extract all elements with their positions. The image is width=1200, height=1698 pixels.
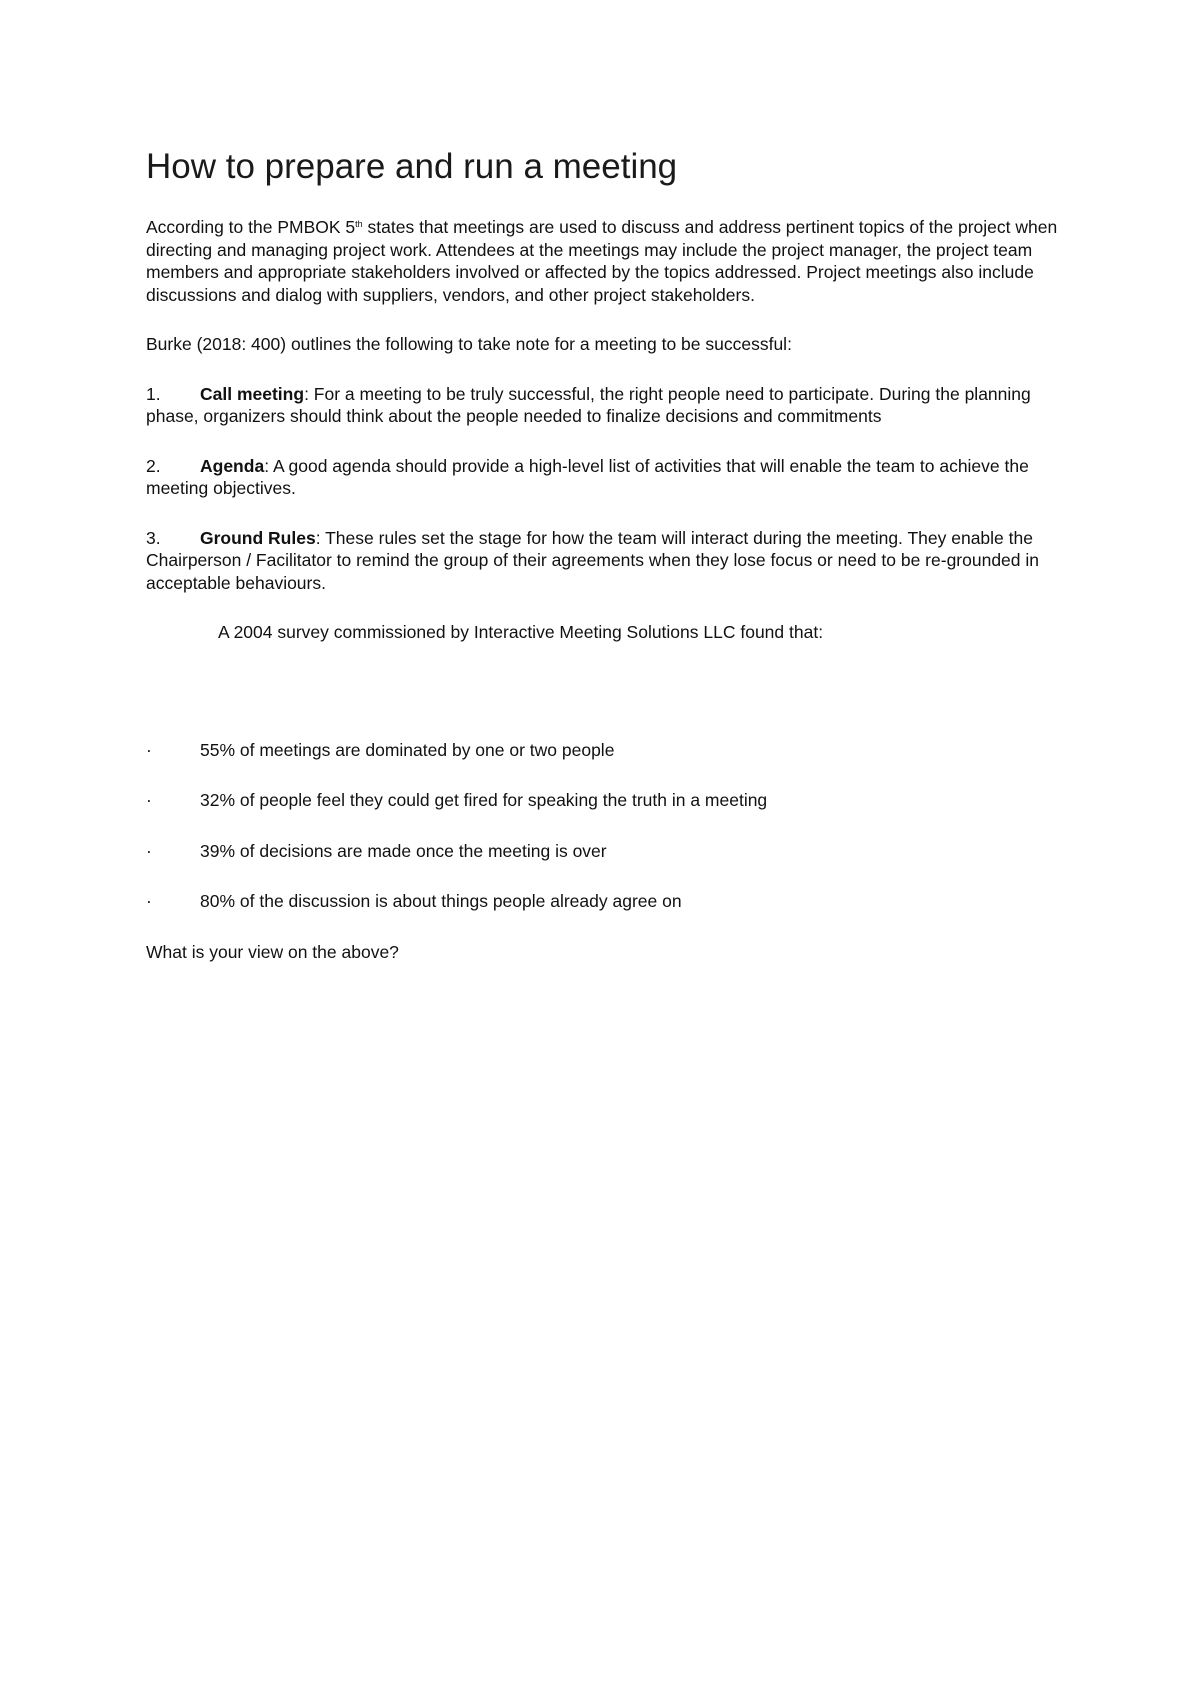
list-item-number: 1.	[146, 383, 161, 404]
bullet-item	[146, 890, 1060, 913]
bullet-dot-icon: ·	[146, 790, 152, 810]
list-item-call-meeting	[146, 383, 1060, 428]
bullet-text: 80% of the discussion is about things people already agree on	[200, 891, 682, 911]
bullet-item	[146, 840, 1060, 863]
list-item-agenda	[146, 455, 1060, 500]
list-item-text: : These rules set the stage for how the team will interact during the meeting. They enable the Chairperson / Facilitator to remind the group of their agreements when they lose focus or need to be re-grounded in acceptable behaviours.	[146, 527, 1040, 593]
intro-text-end: states that meetings are used to discuss and address pertinent topics of the project when directing and managing project work. Attendees at the meetings may include the project manager, the project team members and appropriate stakeholders involved or affected by the topics addressed. Project meetings also include discussions and dialog with suppliers, vendors, and other project stakeholders.	[146, 217, 1058, 305]
list-item-number: 2.	[146, 455, 161, 476]
list-item-term: Agenda	[200, 455, 265, 476]
survey-paragraph: A 2004 survey commissioned by Interactive Meeting Solutions LLC found that:	[218, 622, 824, 642]
page-title: How to prepare and run a meeting	[146, 147, 678, 186]
closing-question: What is your view on the above?	[146, 941, 399, 962]
bullet-item	[146, 789, 1060, 812]
intro-superscript: th	[355, 219, 363, 229]
bullet-text: 55% of meetings are dominated by one or two people	[200, 739, 615, 760]
list-item-text: : A good agenda should provide a high-level list of activities that will enable the team to achieve the meeting objectives.	[146, 455, 1029, 498]
burke-paragraph: Burke (2018: 400) outlines the following to take note for a meeting to be successful:	[146, 334, 792, 354]
bullet-text: 39% of decisions are made once the meeting is over	[200, 840, 607, 861]
list-item-text: : For a meeting to be truly successful, the right people need to participate. During the planning phase, organizers should think about the people needed to finalize decisions and commitments	[146, 383, 1031, 426]
intro-text-start: According to the PMBOK 5	[146, 217, 356, 237]
bullet-text: 32% of people feel they could get fired for speaking the truth in a meeting	[200, 790, 768, 810]
list-item-ground-rules	[146, 527, 1060, 595]
list-item-term: Ground Rules	[200, 527, 316, 548]
list-item-number: 3.	[146, 527, 161, 548]
list-item-term: Call meeting	[200, 383, 305, 404]
bullet-item	[146, 739, 1060, 762]
bullet-dot-icon: ·	[146, 840, 152, 861]
bullet-dot-icon: ·	[146, 739, 152, 760]
intro-paragraph	[146, 216, 1060, 306]
bullet-dot-icon: ·	[146, 891, 152, 911]
